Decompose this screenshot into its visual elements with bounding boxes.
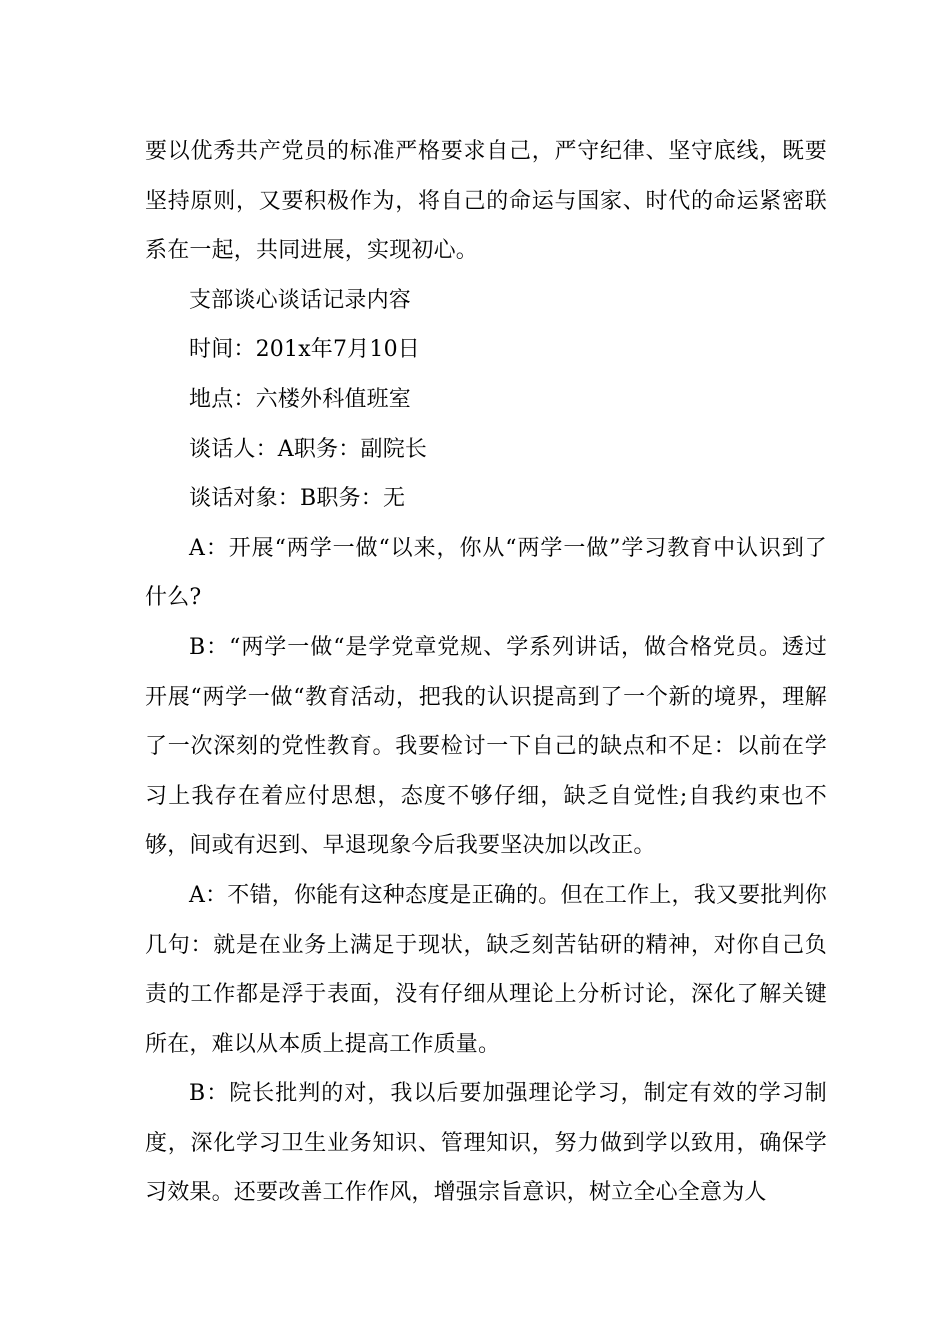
paragraph-interviewee: 谈话对象：B职务：无	[189, 486, 406, 512]
paragraph-interviewer: 谈话人：A职务：副院长	[189, 436, 428, 462]
paragraph-location: 地点：六楼外科值班室	[189, 386, 412, 412]
document-page	[145, 127, 827, 1218]
paragraph-answer-b1: B：“两学一做“是学党章党规、学系列讲话，做合格党员。透过开展“两学一做“教育活动，把我的认识提高到了一个新的境界，理解了一次深刻的党性教育。我要检讨一下自己的缺点和不足：以前在学习上我存在着应付思想，态度不够仔细，缺乏自觉性;自我约束也不够，间或有迟到、早退现象今后我要坚决加以改正。	[145, 634, 827, 859]
paragraph-comment-a2: A：不错，你能有这种态度是正确的。但在工作上，我又要批判你几句：就是在业务上满足于现状，缺乏刻苦钻研的精神，对你自己负责的工作都是浮于表面，没有仔细从理论上分析讨论，深化了解关键所在，难以从本质上提高工作质量。	[145, 882, 827, 1057]
paragraph-question-a1: A：开展“两学一做“以来，你从“两学一做”学习教育中认识到了什么?	[145, 535, 827, 611]
paragraph-answer-b2: B：院长批判的对，我以后要加强理论学习，制定有效的学习制度，深化学习卫生业务知识、管理知识，努力做到学以致用，确保学习效果。还要改善工作作风，增强宗旨意识，树立全心全意为人	[145, 1081, 827, 1206]
paragraph-time: 时间：201x年7月10日	[189, 337, 420, 363]
paragraph-1: 要以优秀共产党员的标准严格要求自己，严守纪律、坚守底线，既要坚持原则，又要积极作为，将自己的命运与国家、时代的命运紧密联系在一起，共同进展，实现初心。	[145, 139, 827, 264]
paragraph-heading: 支部谈心谈话记录内容	[189, 287, 412, 313]
